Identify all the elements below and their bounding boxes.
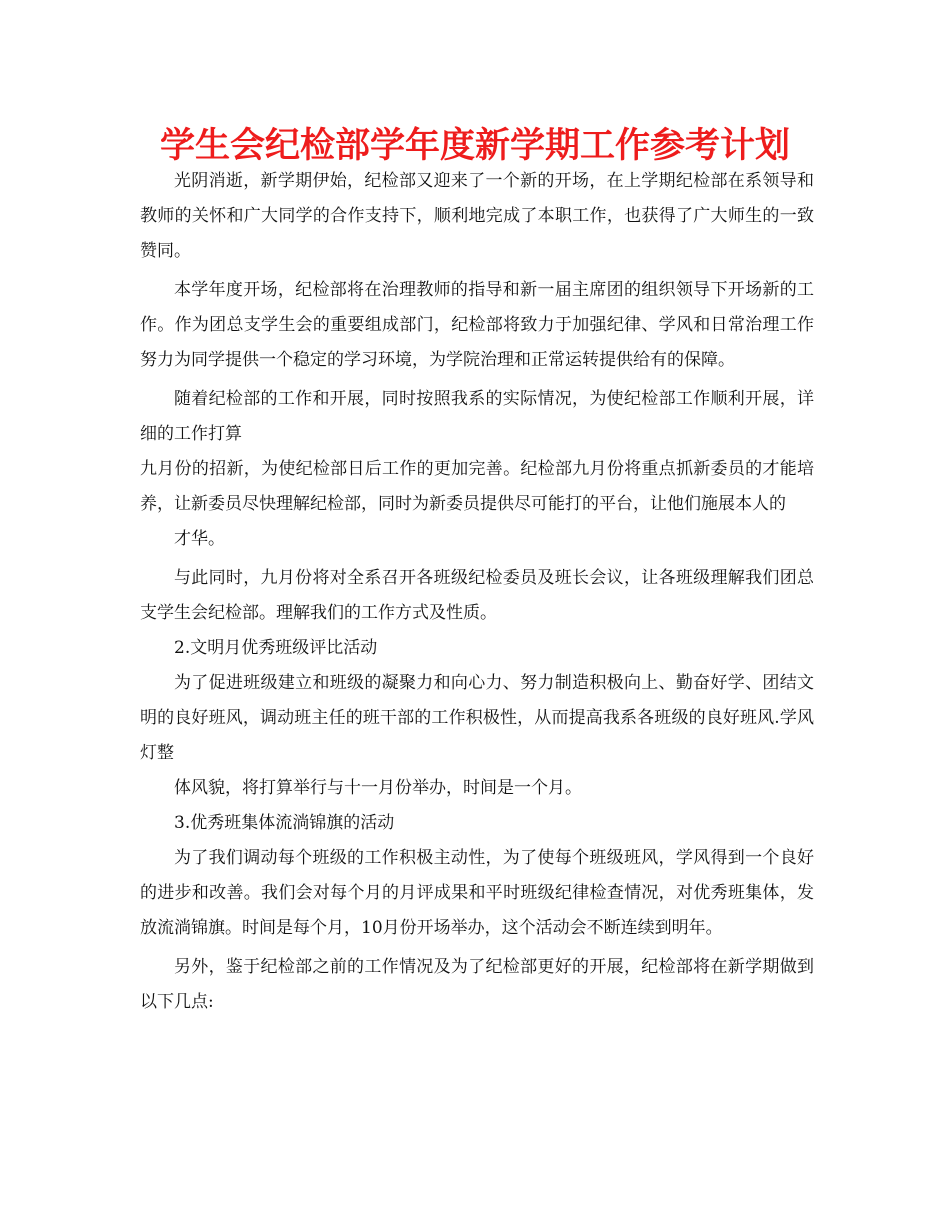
paragraph-meeting: 与此同时，九月份将对全系召开各班级纪检委员及班长会议，让各班级理解我们团总支学生会纪检部。理解我们的工作方式及性质。 xyxy=(140,568,814,623)
paragraph-intro: 光阴消逝，新学期伊始，纪检部又迎来了一个新的开场，在上学期纪检部在系领导和教师的关怀和广大同学的合作支持下，顺利地完成了本职工作，也获得了广大师生的一致赞同。 xyxy=(140,171,814,261)
paragraph-talent: 才华。 xyxy=(174,529,225,549)
paragraph-year-start: 本学年度开场，纪检部将在治理教师的指导和新一届主席团的组织领导下开场新的工作。作为团总支学生会的重要组成部门，纪检部将致力于加强纪律、学风和日常治理工作努力为同学提供一个稳定的学习环境，为学院治理和正常运转提供给有的保障。 xyxy=(140,280,814,370)
paragraph-class-evaluation-time: 体风貌，将打算举行与十一月份举办，时间是一个月。 xyxy=(174,778,582,798)
section-heading-3: 3.优秀班集体流淌锦旗的活动 xyxy=(174,813,395,833)
paragraph-class-evaluation: 为了促进班级建立和班级的凝聚力和向心力、努力制造积极向上、勤奋好学、团结文明的良好班风，调动班主任的班干部的工作积极性，从而提高我系各班级的良好班风.学风灯整 xyxy=(140,673,814,763)
paragraph-additionally: 另外，鉴于纪检部之前的工作情况及为了纪检部更好的开展，纪检部将在新学期做到以下几点: xyxy=(140,957,814,1012)
paragraph-banner-activity: 为了我们调动每个班级的工作积极主动性，为了使每个班级班风，学风得到一个良好的进步和改善。我们会对每个月的月评成果和平时班级纪律检查情况，对优秀班集体，发放流淌锦旗。时间是每个月，10月份开场举办，这个活动会不断连续到明年。 xyxy=(140,848,814,938)
document-title: 学生会纪检部学年度新学期工作参考计划 xyxy=(159,126,790,166)
paragraph-recruitment: 九月份的招新，为使纪检部日后工作的更加完善。纪检部九月份将重点抓新委员的才能培养，让新委员尽快理解纪检部，同时为新委员提供尽可能打的平台，让他们施展本人的 xyxy=(140,459,814,514)
section-heading-2: 2.文明月优秀班级评比活动 xyxy=(174,638,378,658)
paragraph-plan-intro: 随着纪检部的工作和开展，同时按照我系的实际情况，为使纪检部工作顺利开展，详细的工作打算 xyxy=(140,389,814,444)
document-body xyxy=(140,164,814,1020)
